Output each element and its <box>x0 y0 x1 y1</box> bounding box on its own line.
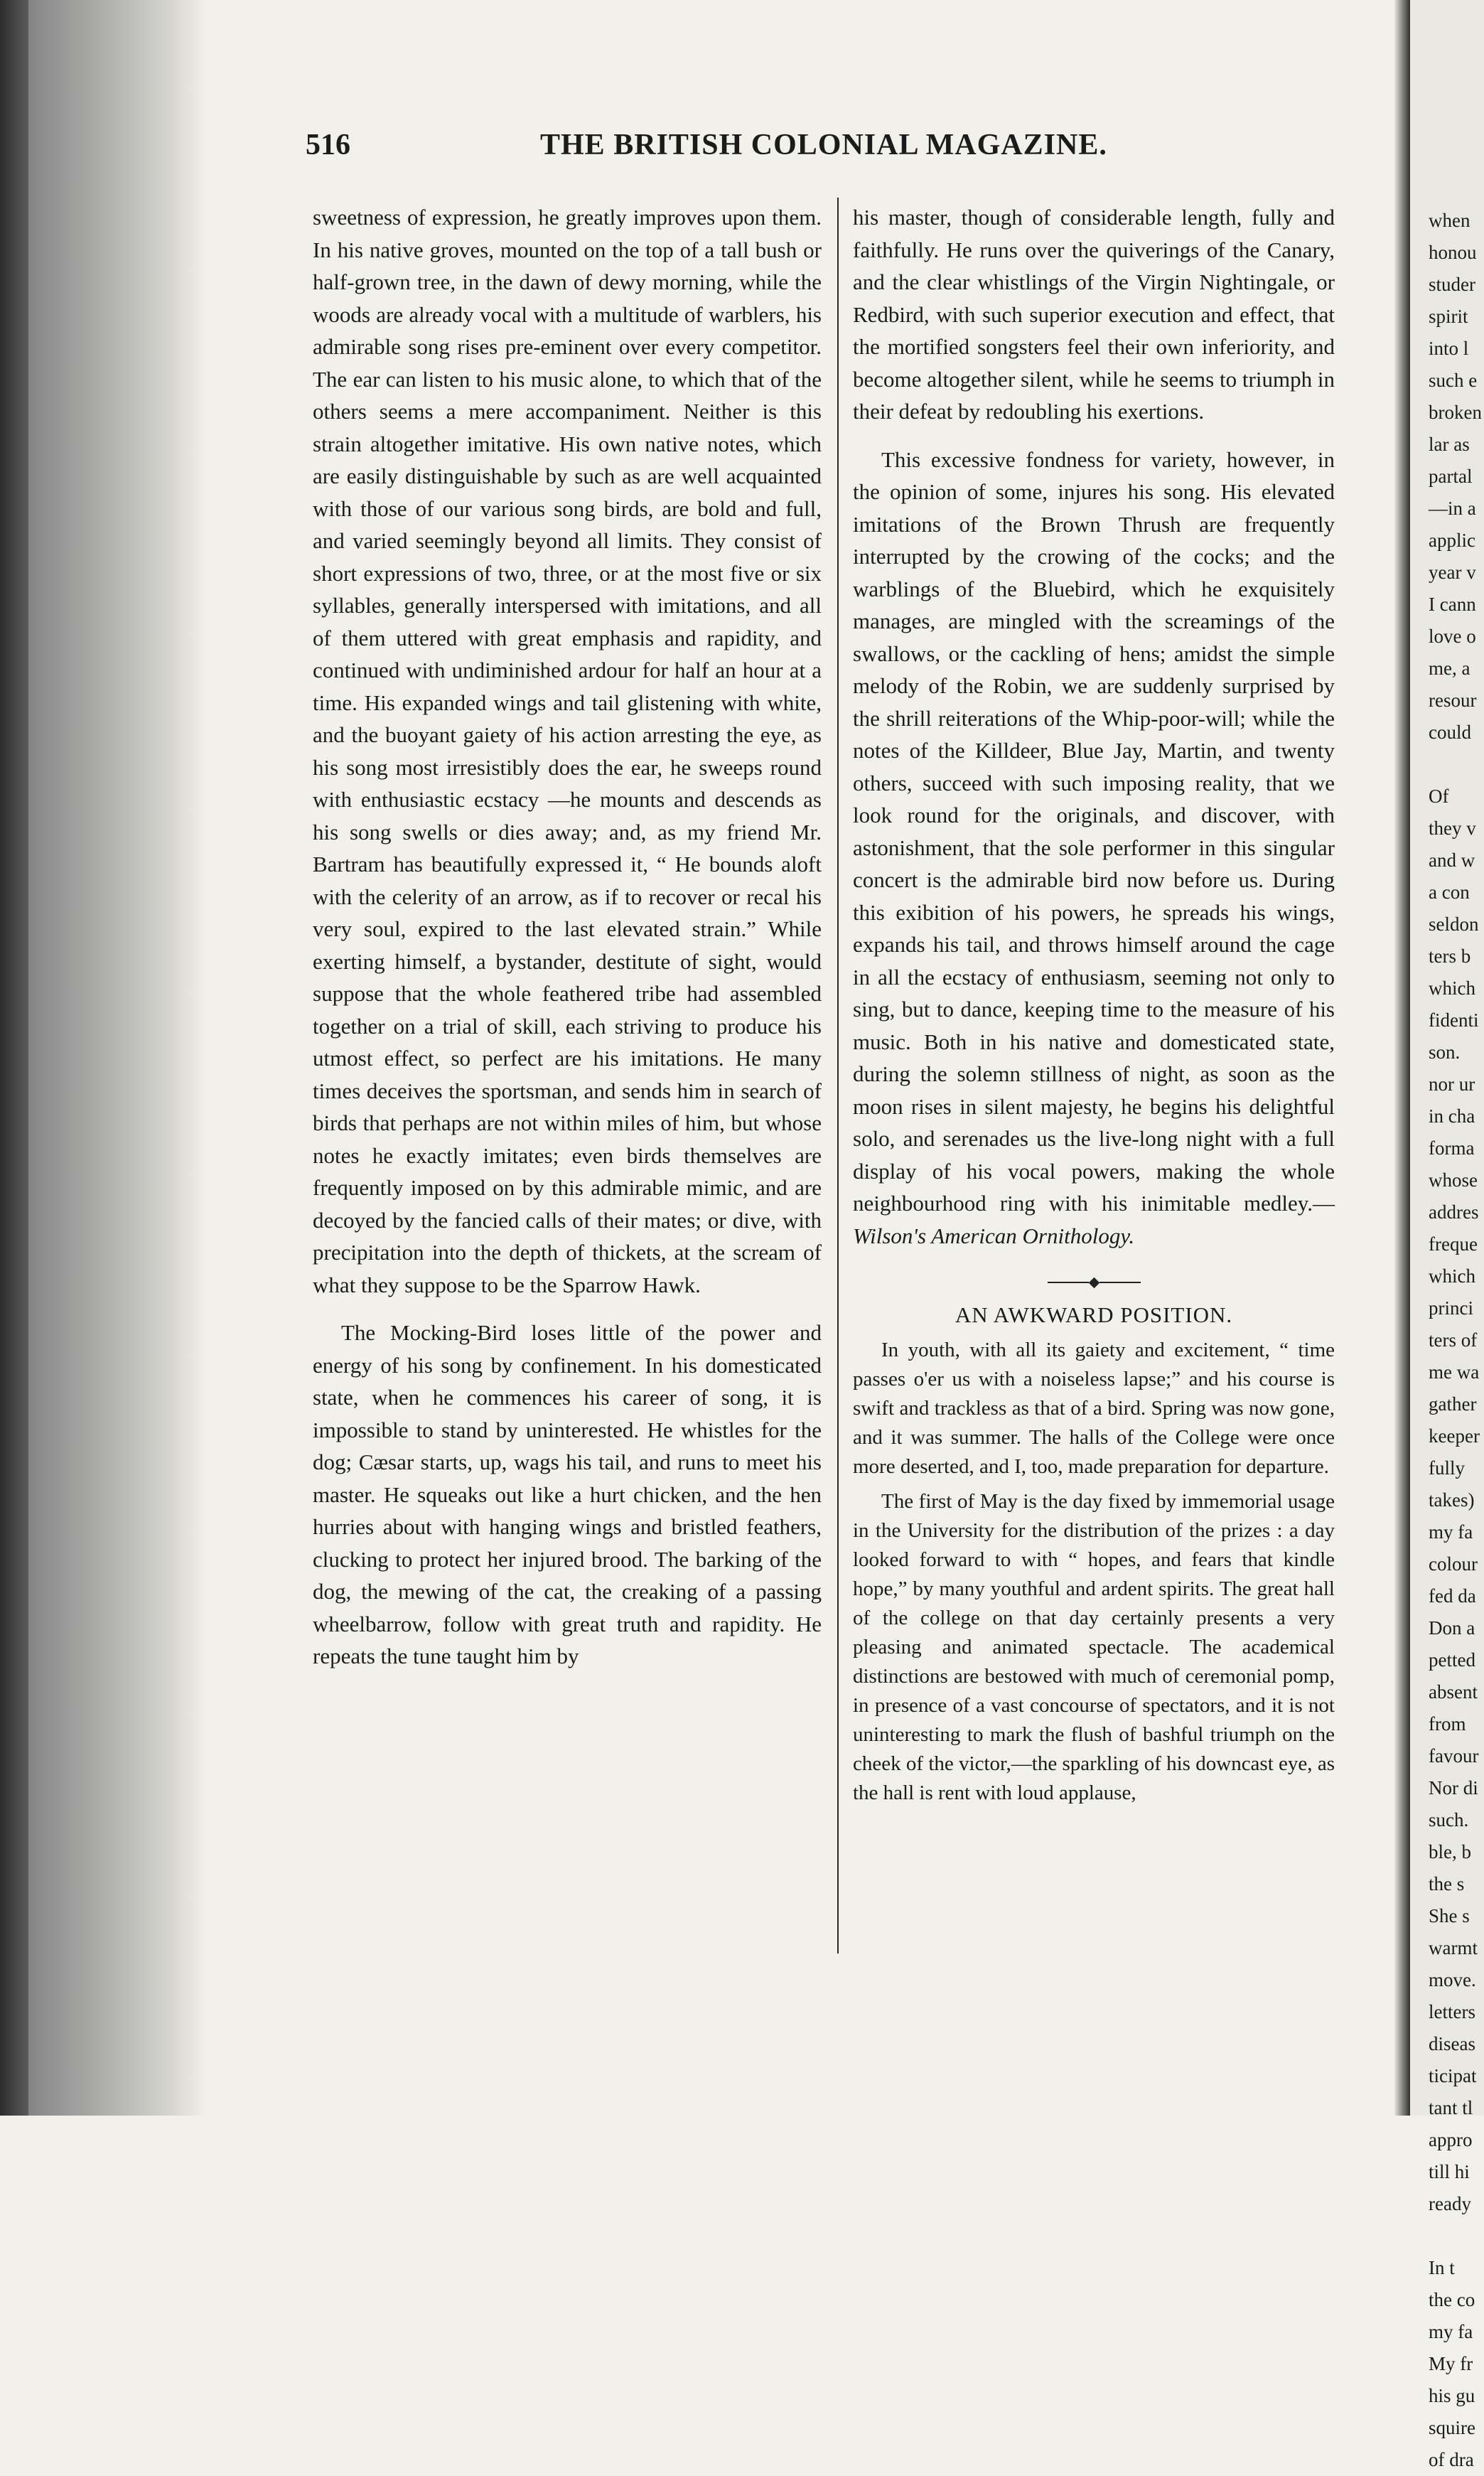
next-page-fragment: from <box>1429 1713 1466 1735</box>
next-page-fragment: squire <box>1429 2417 1475 2438</box>
next-page-strip <box>1410 0 1484 2470</box>
next-page-fragment: ble, b <box>1429 1841 1471 1863</box>
next-page-fragment: the co <box>1429 2289 1475 2310</box>
next-page-fragment: applic <box>1429 530 1475 551</box>
next-page-fragment: letters <box>1429 2001 1475 2022</box>
next-page-fragment: tant tl <box>1429 2097 1473 2118</box>
next-page-fragment: and w <box>1429 850 1475 871</box>
next-page-fragment: me, a <box>1429 658 1470 679</box>
next-page-fragment <box>1410 2220 1482 2252</box>
right-column-inner <box>837 201 1335 1808</box>
next-page-fragment: such. <box>1429 1809 1469 1831</box>
next-page-fragment: ready <box>1429 2193 1471 2214</box>
next-page-fragment: when <box>1429 210 1470 231</box>
next-page-fragment: which <box>1429 977 1475 999</box>
next-page-fragment: move. <box>1429 1969 1476 1990</box>
page-header <box>306 128 1343 171</box>
next-page-fragment: son. <box>1429 1041 1461 1063</box>
next-page-fragment: princi <box>1429 1297 1473 1319</box>
running-title: THE BRITISH COLONIAL MAGAZINE. <box>540 129 1107 161</box>
left-column <box>313 201 822 1673</box>
next-page-fragment: broken <box>1429 402 1482 423</box>
next-page-fragment: diseas <box>1429 2033 1475 2054</box>
right-column <box>837 201 1335 1808</box>
next-page-fragment: colour <box>1429 1553 1478 1575</box>
paragraph-mocking-bird-confinement: The Mocking-Bird loses little of the power and energy of his song by confinement. In his domesticated state, when he commences his career of song, it is impossible to stand by uninterested. He whistles for the dog; Cæsar starts, up, wags his tail, and runs to meet his master. He squeaks out like a hurt chicken, and the hen hurries about with hanging wings and bristled feathers, clucking to protect her injured brood. The barking of the dog, the mewing of the cat, the creaking of a passing wheelbarrow, follow with great truth and rapidity. He repeats the tune taught him by <box>313 1320 822 1668</box>
page-number: 516 <box>306 129 350 161</box>
next-page-fragment: ters b <box>1429 945 1471 967</box>
next-page-fragment: ticipat <box>1429 2065 1477 2086</box>
next-page-fragment: in cha <box>1429 1105 1475 1127</box>
next-page-fragment: Of <box>1429 786 1449 807</box>
section-title: AN AWKWARD POSITION. <box>955 1302 1233 1327</box>
next-page-fragment: a con <box>1429 881 1470 903</box>
next-page-fragment: whose <box>1429 1169 1478 1191</box>
next-page-fragment: freque <box>1429 1233 1478 1255</box>
next-page-fragment: takes) <box>1429 1489 1475 1511</box>
next-page-fragment: of dra <box>1429 2449 1474 2470</box>
variety-text: This excessive fondness for variety, however, in the opinion of some, injures his song. His elevated imitations of the Brown Thrush are frequently interrupted by the crowing of the cocks; and the warblings of the Bluebird, which he exquisitely manages, are mingled with the screamings of the swallows, or the cackling of hens; amidst the simple melody of the Robin, we are suddenly surprised by the shrill reiterations of the Whip-poor-will; while the notes of the Killdeer, Blue Jay, Martin, and twenty others, succeed with such imposing reality, that we look round for the originals, and discover, with astonishment, that the sole performer in this singular concert is the admirable bird now before us. During this exibition of his powers, he spreads his wings, expands his tail, and throws himself around the cage in all the ecstacy of enthusiasm, seeming not only to sing, but to dance, keeping time to the measure of his music. Both in his native and domesticated state, during the solemn stillness of night, as soon as the moon rises in silent majesty, he begins his delightful solo, and serenades us the live-long night with a full display of his vocal powers, making the whole neighbourhood ring with his inimitable medley.— <box>853 446 1335 1216</box>
next-page-fragment: appro <box>1429 2129 1473 2150</box>
next-page-fragment: his gu <box>1429 2385 1475 2406</box>
next-page-fragment: addres <box>1429 1201 1479 1223</box>
next-page-fragment: Don a <box>1429 1617 1475 1639</box>
next-page-fragment: —in a <box>1429 498 1476 519</box>
next-page-fragment: the s <box>1429 1873 1465 1894</box>
next-page-fragment <box>1410 749 1482 781</box>
next-page-fragment: into l <box>1429 338 1469 359</box>
next-page-fragment: partal <box>1429 466 1473 487</box>
next-page-fragment: fully <box>1429 1457 1465 1479</box>
book-binding-edge <box>0 0 28 2116</box>
next-page-fragment: resour <box>1429 690 1477 711</box>
section-ornament <box>853 1268 1335 1295</box>
next-page-fragment: could <box>1429 722 1471 743</box>
next-page-fragment: year v <box>1429 562 1476 583</box>
next-page-fragment: seldon <box>1429 913 1479 935</box>
next-page-fragment: absent <box>1429 1681 1478 1703</box>
next-page-fragment: In t <box>1429 2257 1455 2278</box>
next-page-fragment: lar as <box>1429 434 1470 455</box>
next-page-fragment: keeper <box>1429 1425 1480 1447</box>
next-page-fragment: I cann <box>1429 594 1476 615</box>
next-page-fragment: they v <box>1429 818 1476 839</box>
paragraph-youth: In youth, with all its gaiety and excitement, “ time passes o'er us with a noiseless lapse;” and his course is swift and trackless as that of a bird. Spring was now gone, and it was summer. The halls of the College were once more deserted, and I, too, made preparation for departure. <box>853 1338 1335 1478</box>
paragraph-first-of-may: The first of May is the day fixed by immemorial usage in the University for the distribution of the prizes : a day looked forward to with “ hopes, and fears that kindle hope,” by many youthful and ardent spirits. The great hall of the college on that day certainly presents a very pleasing and animated spectacle. The academical distinctions are bestowed with much of ceremonial pomp, in presence of a vast concourse of spectators, and it is not uninteresting to mark the flush of bashful triumph on the cheek of the victor,—the sparkling of his downcast eye, as the hall is rent with loud applause, <box>853 1489 1335 1804</box>
next-page-fragment: such e <box>1429 370 1478 391</box>
next-page-fragment: warmt <box>1429 1937 1478 1958</box>
next-page-fragment: fidenti <box>1429 1009 1479 1031</box>
next-page-fragment: ters of <box>1429 1329 1478 1351</box>
next-page-fragment: spirit <box>1429 306 1468 327</box>
attribution: Wilson's American Ornithology. <box>853 1223 1135 1248</box>
next-page-fragment: forma <box>1429 1137 1475 1159</box>
page-gutter-right <box>1394 0 1410 2116</box>
next-page-fragment: love o <box>1429 626 1476 647</box>
paragraph-fondness-for-variety <box>853 444 1335 1253</box>
next-page-fragment: nor ur <box>1429 1073 1475 1095</box>
paragraph-master-tune: his master, though of considerable length, fully and faithfully. He runs over the quiverings of the Canary, and the clear whistlings of the Virgin Nightingale, or Redbird, with such superior execution and effect, that the mortified songsters feel their own inferiority, and become altogether silent, while he seems to triumph in their defeat by redoubling his exertions. <box>853 205 1335 424</box>
next-page-fragment: honou <box>1429 242 1477 263</box>
next-page-fragment: Nor di <box>1429 1777 1478 1799</box>
next-page-fragment: My fr <box>1429 2353 1473 2374</box>
next-page-fragment: me wa <box>1429 1361 1480 1383</box>
paragraph-gap <box>853 428 1335 444</box>
next-page-fragment: petted <box>1429 1649 1475 1671</box>
next-page-fragment: which <box>1429 1265 1475 1287</box>
next-page-fragment: She s <box>1429 1905 1470 1926</box>
next-page-fragment: favour <box>1429 1745 1479 1767</box>
next-page-fragment: till hi <box>1429 2161 1470 2182</box>
next-page-fragment: studer <box>1429 274 1475 295</box>
next-page-fragment: fed da <box>1429 1585 1476 1607</box>
next-page-fragment: my fa <box>1429 1521 1473 1543</box>
next-page-fragments <box>1410 205 1482 2476</box>
paragraph-gap <box>313 1301 822 1317</box>
paragraph-mocking-bird-song: sweetness of expression, he greatly improves upon them. In his native groves, mounted on the top of a tall bush or half-grown tree, in the dawn of dewy morning, while the woods are already vocal with a multitude of warblers, his admirable song rises pre-eminent over every competitor. The ear can listen to his music alone, to which that of the others seems a mere accompaniment. Neither is this strain altogether imitative. His own native notes, which are easily distinguishable by such as are well acquainted with those of our various song birds, are bold and full, and varied seemingly beyond all limits. They consist of short expressions of two, three, or at the most five or six syllables, generally interspersed with imitations, and all of them uttered with great emphasis and rapidity, and continued with undiminished ardour for half an hour at a time. His expanded wings and tail glistening with white, and the buoyant gaiety of his action arresting the eye, as his song most irresistibly does the ear, he sweeps round with enthusiastic ecstacy —he mounts and descends as his song swells or dies away; and, as my friend Mr. Bartram has beautifully expressed it, “ He bounds aloft with the celerity of an arrow, as if to recover or recal his very soul, expired to the last elevated strain.” While exerting himself, a bystander, destitute of sight, would suppose that the whole feathered tribe had assembled together on a trial of skill, each striving to produce his utmost effect, so perfect are his imitations. He many times deceives the sportsman, and sends him in search of birds that perhaps are not within miles of him, but whose notes he exactly imitates; even birds themselves are frequently imposed on by this admirable mimic, and are decoyed by the fancied calls of their mates; or dive, with precipitation into the depth of thickets, at the scream of what they suppose to be the Sparrow Hawk. <box>313 205 822 1297</box>
book-binding-shadow <box>0 0 206 2116</box>
next-page-fragment: my fa <box>1429 2321 1473 2342</box>
next-page-fragment: gather <box>1429 1393 1477 1415</box>
